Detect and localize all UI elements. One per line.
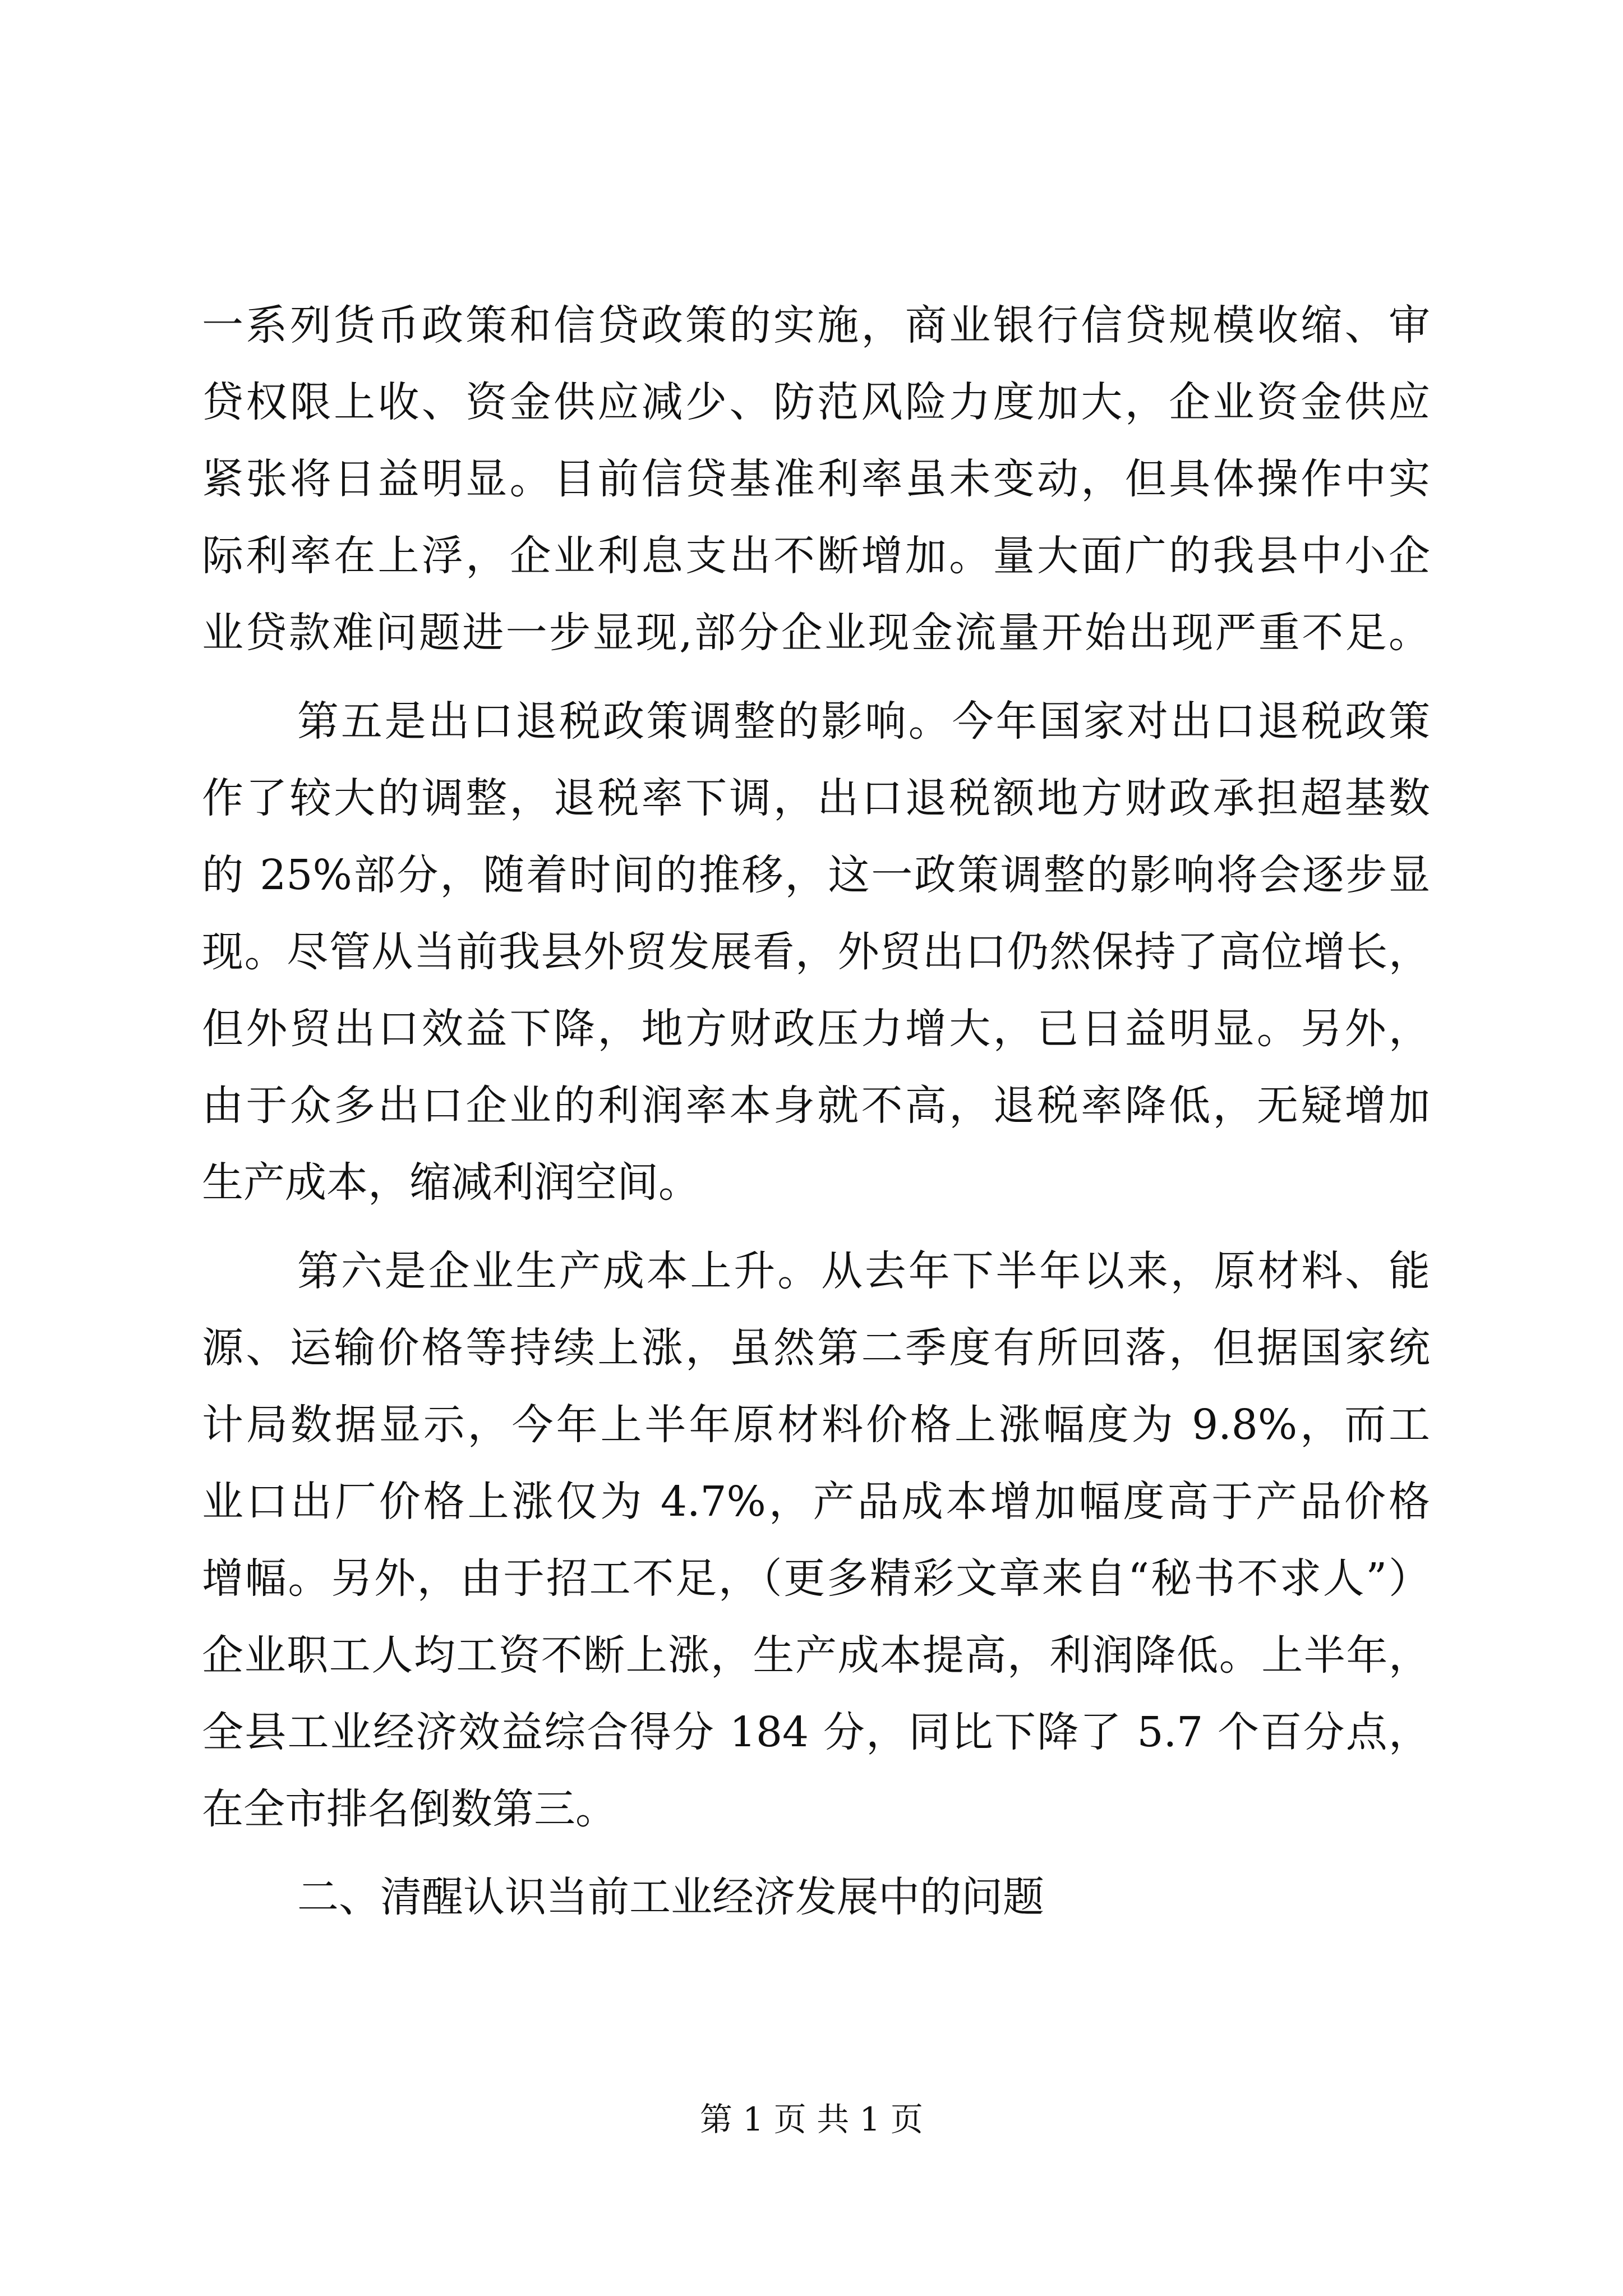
paragraph-1-line-5: 业贷款难问题进一步显现,部分企业现金流量开始出现严重不足。 <box>202 609 1430 657</box>
paragraph-2-line-7: 生产成本，缩减利润空间。 <box>202 1158 700 1207</box>
paragraph-2-line-2: 作了较大的调整，退税率下调，出口退税额地方财政承担超基数 <box>202 774 1430 822</box>
paragraph-2-line-4: 现。尽管从当前我县外贸发展看，外贸出口仍然保持了高位增长， <box>202 928 1430 976</box>
paragraph-3-line-6: 企业职工人均工资不断上涨，生产成本提高，利润降低。上半年， <box>202 1631 1430 1680</box>
paragraph-3-line-1: 第六是企业生产成本上升。从去年下半年以来，原材料、能 <box>297 1247 1430 1295</box>
paragraph-1-line-3: 紧张将日益明显。目前信贷基准利率虽未变动，但具体操作中实 <box>202 455 1430 503</box>
paragraph-3-line-3: 计局数据显示，今年上半年原材料价格上涨幅度为 9.8%，而工 <box>202 1401 1430 1449</box>
paragraph-2-line-1: 第五是出口退税政策调整的影响。今年国家对出口退税政策 <box>297 697 1430 746</box>
paragraph-1-line-2: 贷权限上收、资金供应减少、防范风险力度加大，企业资金供应 <box>202 378 1430 426</box>
section-heading: 二、清醒认识当前工业经济发展中的问题 <box>297 1873 1044 1921</box>
page-footer: 第 1 页 共 1 页 <box>700 2100 923 2138</box>
paragraph-1-line-4: 际利率在上浮，企业利息支出不断增加。量大面广的我县中小企 <box>202 532 1430 580</box>
paragraph-3-line-8: 在全市排名倒数第三。 <box>202 1785 617 1833</box>
paragraph-2-line-6: 由于众多出口企业的利润率本身就不高，退税率降低，无疑增加 <box>202 1082 1430 1130</box>
paragraph-2-line-3: 的 25%部分，随着时间的推移，这一政策调整的影响将会逐步显 <box>202 851 1430 899</box>
paragraph-3-line-2: 源、运输价格等持续上涨，虽然第二季度有所回落，但据国家统 <box>202 1324 1430 1372</box>
paragraph-3-line-7: 全县工业经济效益综合得分 184 分，同比下降了 5.7 个百分点， <box>202 1708 1430 1756</box>
paragraph-3-line-5: 增幅。另外，由于招工不足，（更多精彩文章来自“秘书不求人”） <box>202 1554 1430 1603</box>
paragraph-3-line-4: 业口出厂价格上涨仅为 4.7%，产品成本增加幅度高于产品价格 <box>202 1478 1430 1526</box>
paragraph-2-line-5: 但外贸出口效益下降，地方财政压力增大，已日益明显。另外， <box>202 1005 1430 1053</box>
paragraph-1-line-1: 一系列货币政策和信贷政策的实施，商业银行信贷规模收缩、审 <box>202 301 1430 349</box>
